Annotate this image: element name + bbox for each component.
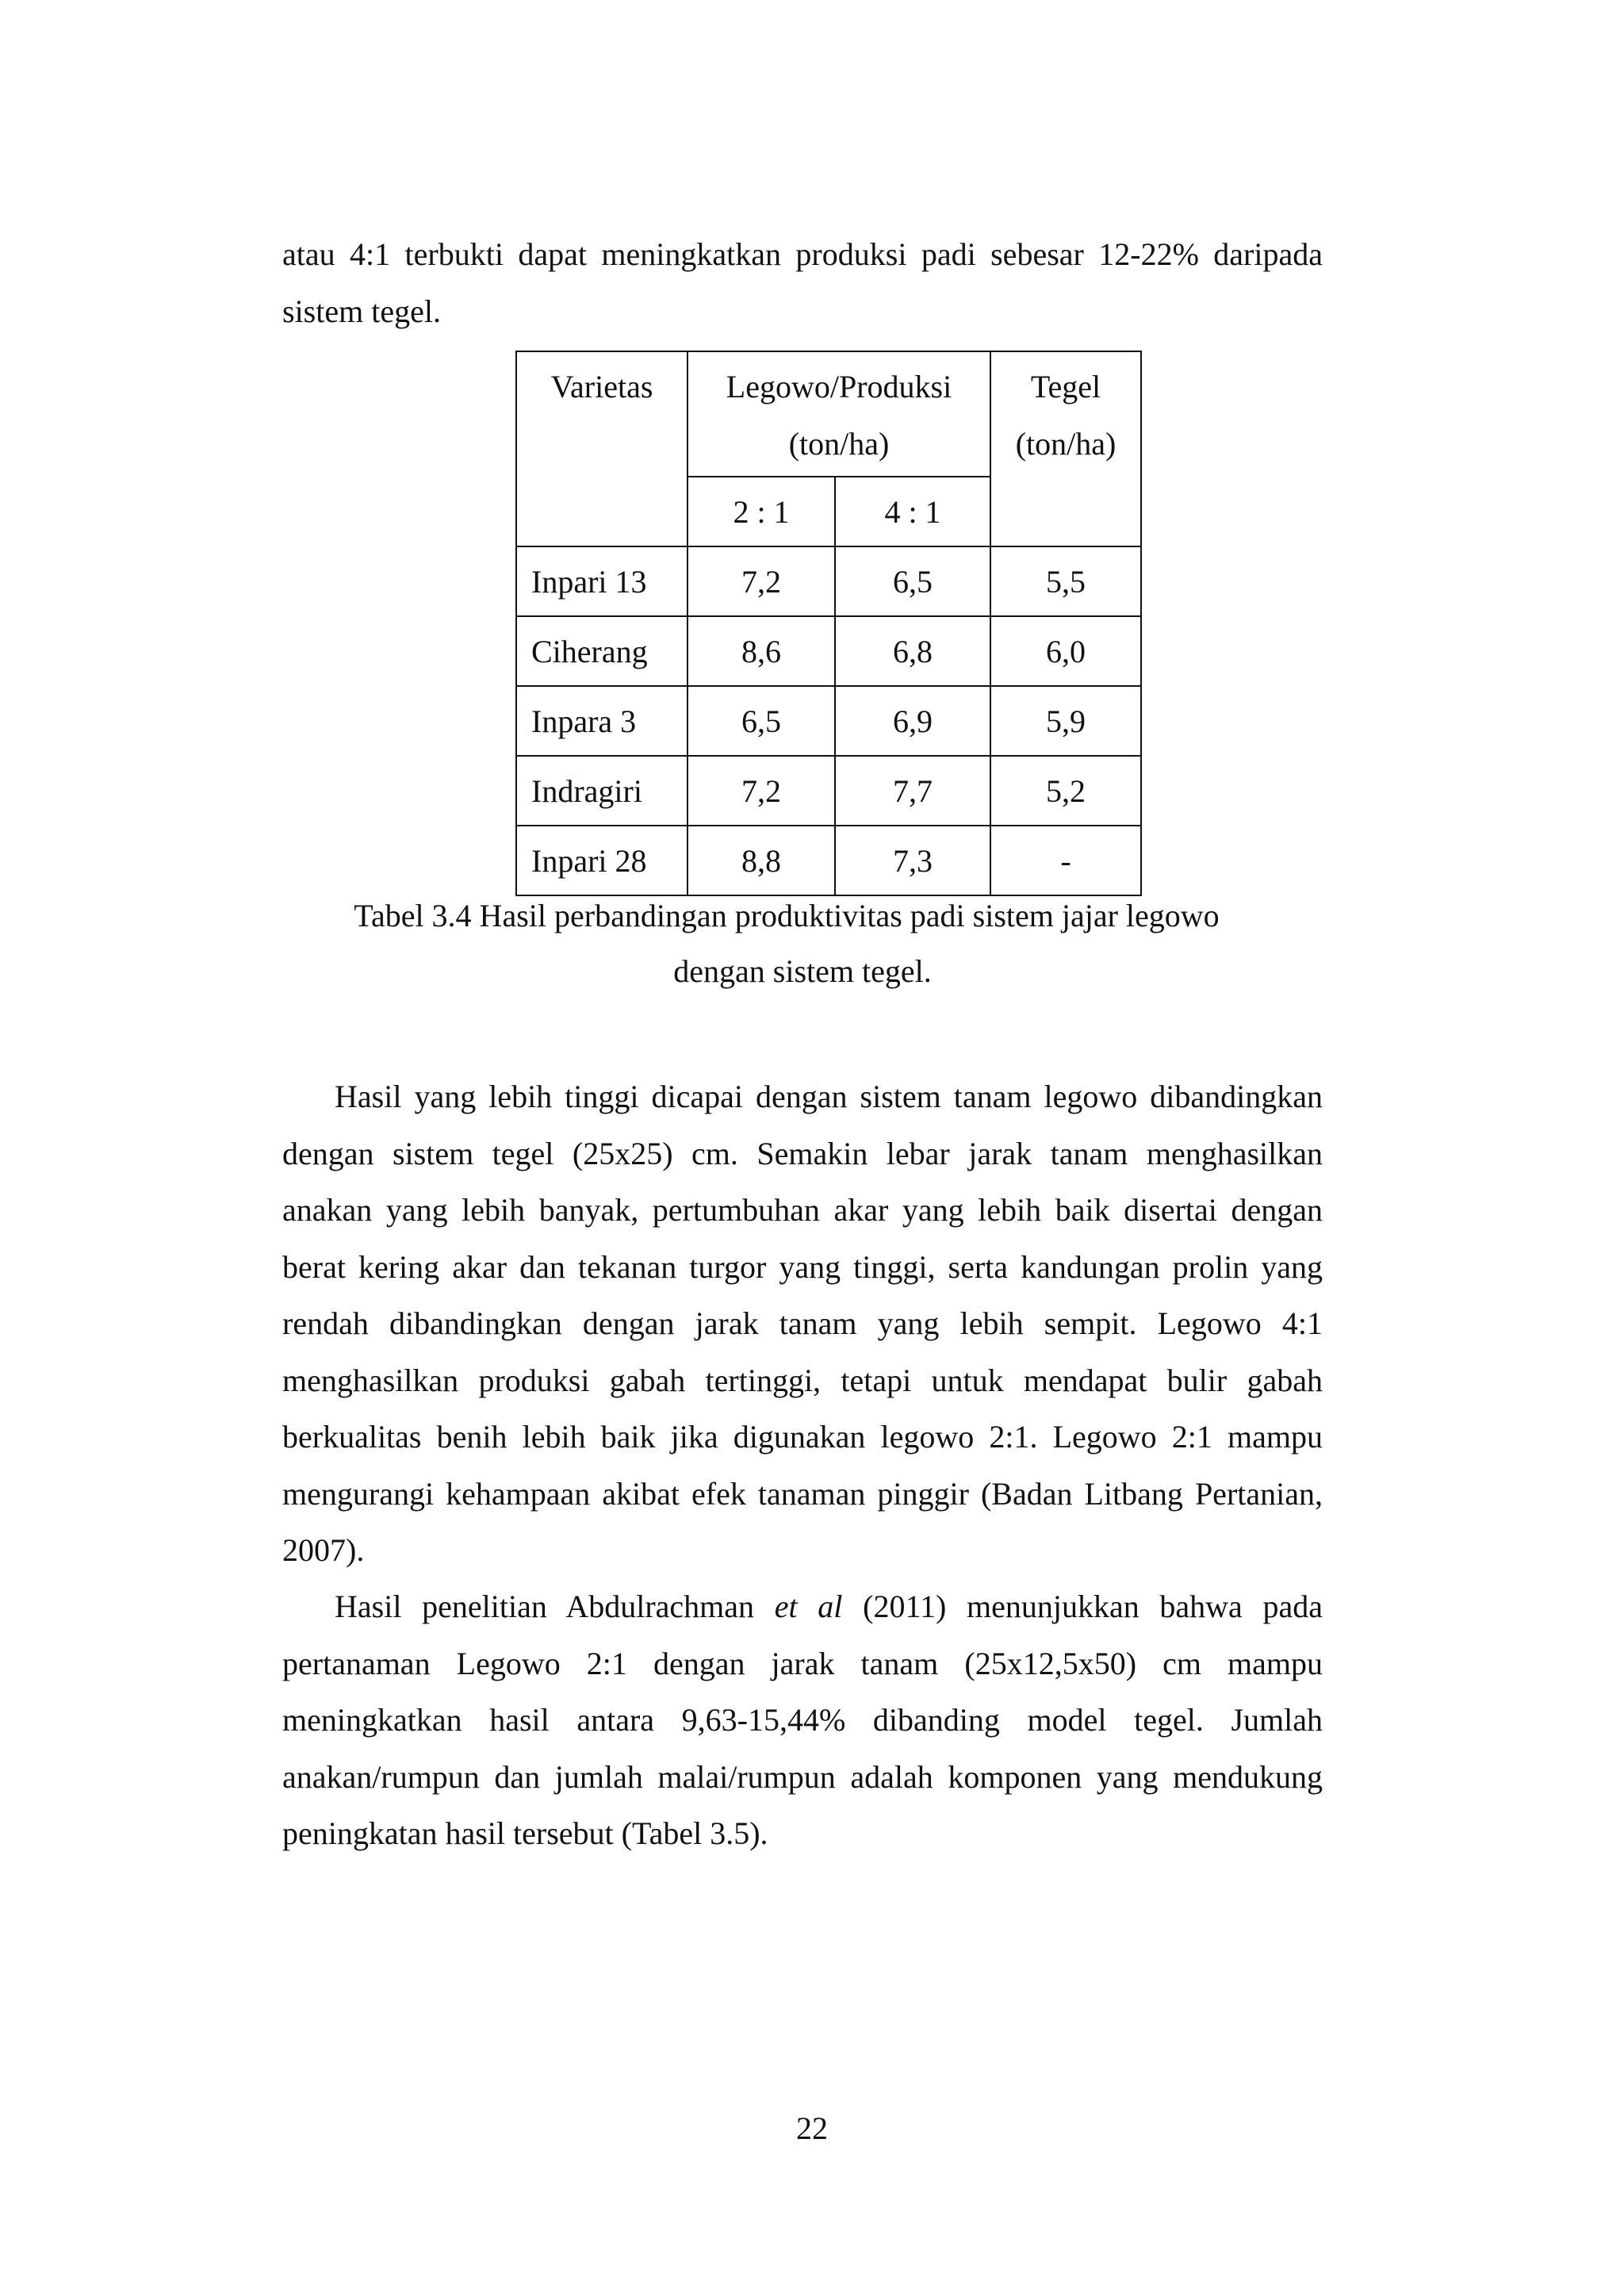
citation-rest: (2011) menunjukkan bahwa pada bbox=[863, 1589, 1323, 1624]
paragraph-line: 2007). bbox=[282, 1532, 365, 1568]
cell-varietas: Indragiri bbox=[516, 756, 688, 826]
header-tegel-line1: Tegel bbox=[1030, 369, 1101, 404]
table-row bbox=[516, 546, 1141, 616]
cell-legowo-4-1: 6,5 bbox=[835, 546, 990, 616]
paragraph-line: rendah dibandingkan dengan jarak tanam yang lebih sempit. Legowo 4:1 bbox=[282, 1305, 1323, 1341]
paragraph-line: anakan yang lebih banyak, pertumbuhan akar yang lebih baik disertai dengan bbox=[282, 1192, 1323, 1228]
cell-legowo-2-1: 7,2 bbox=[688, 546, 835, 616]
paragraph-line: peningkatan hasil tersebut (Tabel 3.5). bbox=[282, 1815, 768, 1851]
table-row bbox=[516, 616, 1141, 686]
cell-tegel: - bbox=[990, 826, 1141, 895]
cell-varietas: Inpari 13 bbox=[516, 546, 688, 616]
body-paragraph-1 bbox=[282, 1068, 1323, 1579]
cell-legowo-2-1: 6,5 bbox=[688, 686, 835, 756]
table-row bbox=[516, 826, 1141, 895]
cell-tegel: 5,2 bbox=[990, 756, 1141, 826]
paragraph-line: atau 4:1 terbukti dapat meningkatkan produksi padi sebesar 12-22% daripada bbox=[282, 236, 1323, 272]
paragraph-line: anakan/rumpun dan jumlah malai/rumpun adalah komponen yang mendukung bbox=[282, 1758, 1323, 1795]
citation-et-al: et al bbox=[774, 1589, 843, 1624]
table-row bbox=[516, 756, 1141, 826]
paragraph-line: berkualitas benih lebih baik jika digunakan legowo 2:1. Legowo 2:1 mampu bbox=[282, 1419, 1323, 1455]
header-legowo bbox=[688, 351, 990, 477]
header-varietas: Varietas bbox=[516, 351, 688, 546]
paragraph-line: sistem tegel. bbox=[282, 293, 441, 329]
paragraph-line: menghasilkan produksi gabah tertinggi, tetapi untuk mendapat bulir gabah bbox=[282, 1362, 1323, 1398]
cell-varietas: Inpara 3 bbox=[516, 686, 688, 756]
header-tegel-line2: (ton/ha) bbox=[1015, 426, 1116, 462]
caption-line1: Tabel 3.4 Hasil perbandingan produktivitas padi sistem jajar legowo bbox=[354, 898, 1220, 933]
cell-tegel: 5,5 bbox=[990, 546, 1141, 616]
paragraph-line: berat kering akar dan tekanan turgor yang tinggi, serta kandungan prolin yang bbox=[282, 1248, 1323, 1285]
caption-line2: dengan sistem tegel. bbox=[673, 953, 932, 989]
header-legowo-line1: Legowo/Produksi bbox=[726, 369, 952, 404]
paragraph-line: Hasil yang lebih tinggi dicapai dengan sistem tanam legowo dibandingkan bbox=[335, 1079, 1323, 1114]
header-tegel bbox=[990, 351, 1141, 546]
paragraph-line: meningkatkan hasil antara 9,63-15,44% dibanding model tegel. Jumlah bbox=[282, 1702, 1323, 1738]
intro-paragraph bbox=[282, 226, 1323, 339]
header-sub-2-1: 2 : 1 bbox=[688, 477, 835, 546]
cell-legowo-4-1: 6,9 bbox=[835, 686, 990, 756]
table-row bbox=[516, 686, 1141, 756]
cell-legowo-4-1: 7,3 bbox=[835, 826, 990, 895]
cell-tegel: 5,9 bbox=[990, 686, 1141, 756]
header-legowo-line2: (ton/ha) bbox=[788, 426, 890, 462]
paragraph-line-with-citation bbox=[282, 1578, 1323, 1635]
paragraph-line: dengan sistem tegel (25x25) cm. Semakin lebar jarak tanam menghasilkan bbox=[282, 1135, 1323, 1171]
cell-legowo-4-1: 6,8 bbox=[835, 616, 990, 686]
paragraph-line: pertanaman Legowo 2:1 dengan jarak tanam (25x12,5x50) cm mampu bbox=[282, 1645, 1323, 1681]
page-number: 22 bbox=[796, 2110, 828, 2146]
citation-text: Hasil penelitian Abdulrachman bbox=[335, 1589, 755, 1624]
productivity-table bbox=[515, 351, 1142, 896]
body-paragraph-2 bbox=[282, 1578, 1323, 1862]
cell-legowo-2-1: 7,2 bbox=[688, 756, 835, 826]
cell-legowo-2-1: 8,8 bbox=[688, 826, 835, 895]
paragraph-line: mengurangi kehampaan akibat efek tanaman pinggir (Badan Litbang Pertanian, bbox=[282, 1475, 1323, 1512]
cell-tegel: 6,0 bbox=[990, 616, 1141, 686]
table-caption bbox=[282, 888, 1323, 999]
header-sub-4-1: 4 : 1 bbox=[835, 477, 990, 546]
cell-legowo-4-1: 7,7 bbox=[835, 756, 990, 826]
cell-varietas: Ciherang bbox=[516, 616, 688, 686]
cell-varietas: Inpari 28 bbox=[516, 826, 688, 895]
cell-legowo-2-1: 8,6 bbox=[688, 616, 835, 686]
